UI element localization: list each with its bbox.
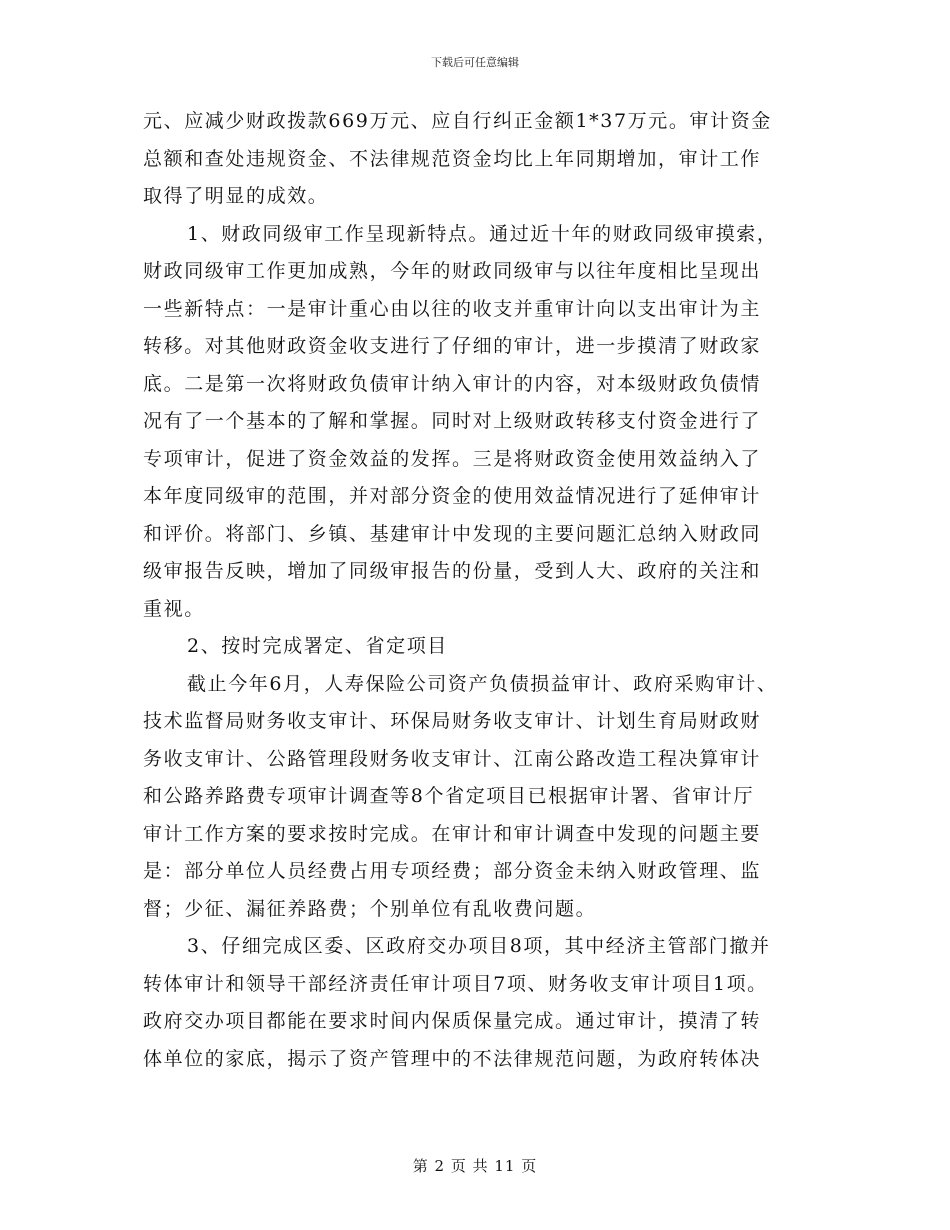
text-line: 转移。对其他财政资金收支进行了仔细的审计，进一步摸清了财政家	[143, 335, 762, 357]
text-line: 重视。	[143, 597, 205, 620]
text-line: 底。二是第一次将财政负债审计纳入审计的内容，对本级财政负债情	[143, 372, 762, 395]
text-line: 截止今年6月，人寿保险公司资产负债损益审计、政府采购审计、	[187, 672, 778, 695]
text-line: 和评价。将部门、乡镇、基建审计中发现的主要问题汇总纳入财政同	[143, 522, 762, 545]
text-line: 和公路养路费专项审计调查等8个省定项目已根据审计署、省审计厅	[143, 785, 755, 807]
text-line: 务收支审计、公路管理段财务收支审计、江南公路改造工程决算审计	[143, 747, 762, 770]
text-line: 一些新特点：一是审计重心由以往的收支并重审计向以支出审计为主	[143, 297, 762, 320]
text-line: 专项审计，促进了资金效益的发挥。三是将财政资金使用效益纳入了	[143, 447, 762, 470]
text-line: 元、应减少财政拨款669万元、应自行纠正金额1*37万元。审计资金	[143, 110, 772, 132]
text-line: 审计工作方案的要求按时完成。在审计和审计调查中发现的问题主要	[143, 822, 762, 845]
text-line: 财政同级审工作更加成熟，今年的财政同级审与以往年度相比呈现出	[143, 260, 762, 282]
text-line: 况有了一个基本的了解和掌握。同时对上级财政转移支付资金进行了	[143, 410, 762, 432]
text-line: 1、财政同级审工作呈现新特点。通过近十年的财政同级审摸索，	[187, 222, 778, 245]
text-line: 督；少征、漏征养路费；个别单位有乱收费问题。	[143, 897, 597, 920]
text-line: 体单位的家底，揭示了资产管理中的不法律规范问题，为政府转体决	[143, 1047, 762, 1070]
text-line: 技术监督局财务收支审计、环保局财务收支审计、计划生育局财政财	[143, 710, 762, 732]
body-text	[143, 103, 807, 1078]
page-header: 下载后可任意编辑	[431, 56, 519, 69]
text-line: 是：部分单位人员经费占用专项经费；部分资金未纳入财政管理、监	[143, 860, 762, 882]
text-line: 3、仔细完成区委、区政府交办项目8项，其中经济主管部门撤并	[187, 935, 771, 957]
text-line: 2、按时完成署定、省定项目	[187, 635, 448, 657]
text-line: 转体审计和领导干部经济责任审计项目7项、财务收支审计项目1项。	[143, 972, 768, 995]
page-footer: 第 2 页 共 11 页	[412, 1157, 538, 1175]
text-line: 本年度同级审的范围，并对部分资金的使用效益情况进行了延伸审计	[143, 485, 762, 507]
text-line: 级审报告反映，增加了同级审报告的份量，受到人大、政府的关注和	[143, 560, 762, 582]
text-line: 政府交办项目都能在要求时间内保质保量完成。通过审计，摸清了转	[143, 1010, 762, 1032]
text-line: 取得了明显的成效。	[143, 185, 329, 207]
text-line: 总额和查处违规资金、不法律规范资金均比上年同期增加，审计工作	[143, 147, 762, 170]
